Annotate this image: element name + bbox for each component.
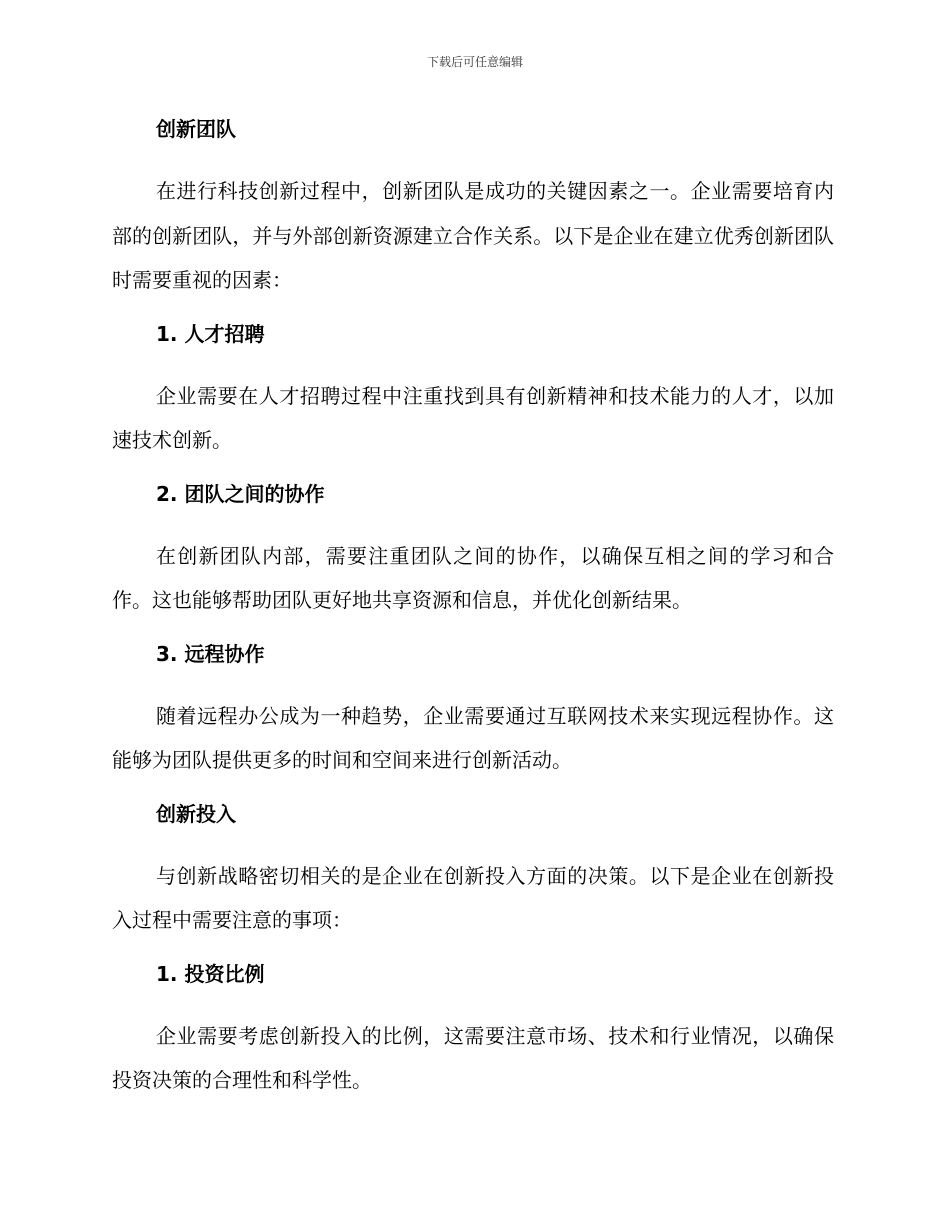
subheading-investment-ratio: 1. 投资比例 — [156, 961, 265, 986]
paragraph-team-collaboration: 在创新团队内部，需要注重团队之间的协作，以确保互相之间的学习和合作。这也能够帮助团队更好地共享资源和信息，并优化创新结果。 — [112, 543, 834, 612]
paragraph-remote-collaboration: 随着远程办公成为一种趋势，企业需要通过互联网技术来实现远程协作。这能够为团队提供更多的时间和空间来进行创新活动。 — [112, 703, 834, 772]
paragraph-innovation-team-intro: 在进行科技创新过程中，创新团队是成功的关键因素之一。企业需要培育内部的创新团队，并与外部创新资源建立合作关系。以下是企业在建立优秀创新团队时需要重视的因素： — [112, 179, 834, 292]
subheading-talent-recruitment: 1. 人才招聘 — [156, 321, 265, 346]
section-heading-innovation-investment: 创新投入 — [156, 801, 236, 826]
document-body — [112, 113, 834, 1118]
subheading-team-collaboration: 2. 团队之间的协作 — [156, 481, 325, 506]
header-note: 下载后可任意编辑 — [426, 55, 523, 69]
paragraph-innovation-investment-intro: 与创新战略密切相关的是企业在创新投入方面的决策。以下是企业在创新投入过程中需要注意的事项： — [112, 863, 834, 932]
paragraph-investment-ratio: 企业需要考虑创新投入的比例，这需要注意市场、技术和行业情况，以确保投资决策的合理性和科学性。 — [112, 1023, 834, 1092]
subheading-remote-collaboration: 3. 远程协作 — [156, 641, 265, 666]
section-heading-innovation-team: 创新团队 — [156, 117, 236, 141]
paragraph-talent-recruitment: 企业需要在人才招聘过程中注重找到具有创新精神和技术能力的人才，以加速技术创新。 — [112, 383, 834, 452]
